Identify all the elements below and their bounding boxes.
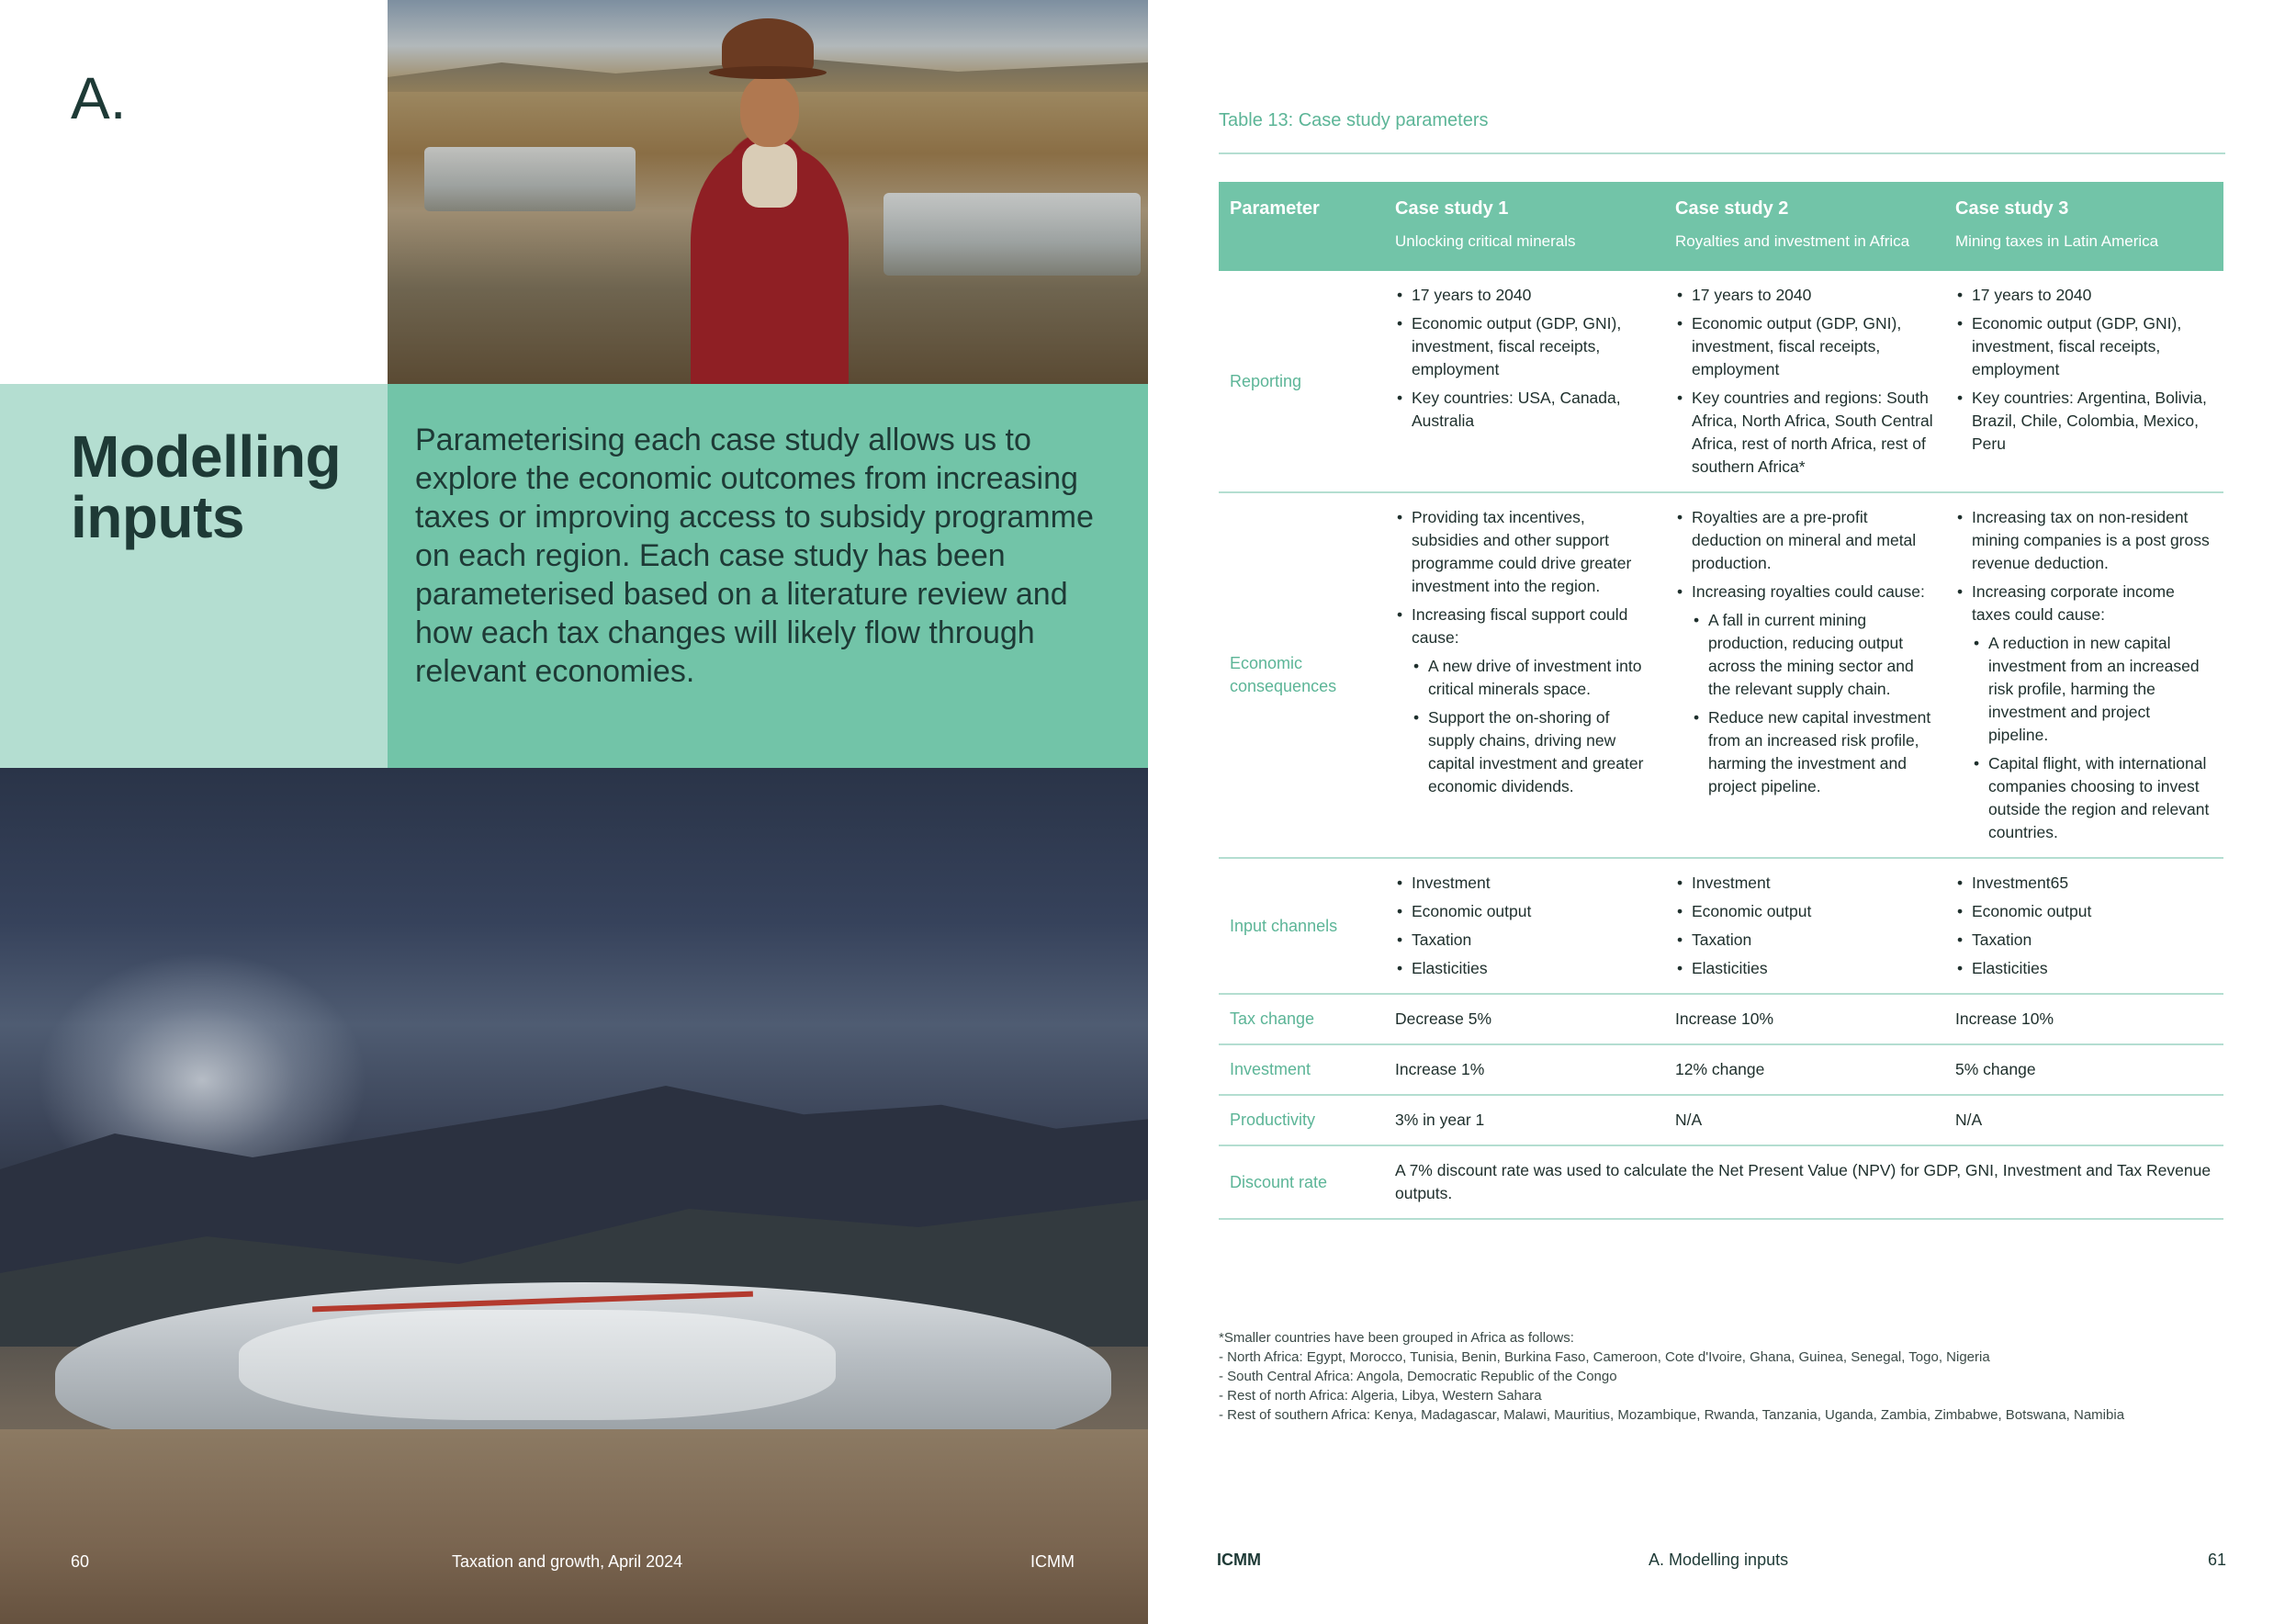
section-title-line-1: Modelling <box>71 423 342 490</box>
row-label-productivity: Productivity <box>1219 1095 1384 1145</box>
right-footer-section: A. Modelling inputs <box>1649 1551 1789 1569</box>
list-item: • Royalties are a pre-profit deduction on mineral and metal production. <box>1675 506 1933 575</box>
case-study-2-title: Case study 2 <box>1675 198 1789 219</box>
tax-change-case-2: Increase 10% <box>1664 994 1944 1044</box>
list-item: • Key countries: Argentina, Bolivia, Brazil, Chile, Colombia, Mexico, Peru <box>1955 387 2212 456</box>
list-item: • Increasing royalties could cause: • A fall in current mining production, reducing output across the mining sector and the relevant supply chain. • Reduce new capital investment from an increased risk profile, harming the investment and project pipeline. <box>1675 581 1933 798</box>
investment-case-2: 12% change <box>1664 1044 1944 1095</box>
row-label-investment: Investment <box>1219 1044 1384 1095</box>
footnote-line: - South Central Africa: Angola, Democratic Republic of the Congo <box>1219 1369 1617 1384</box>
photo-woman <box>681 18 856 384</box>
intro-paragraph: Parameterising each case study allows us to explore the economic outcomes from increasing taxes or improving access to subsidy programme on each region. Each case study has been parameterised based on a literature review and how each tax changes will likely flow through relevant economies. <box>415 423 1094 689</box>
row-label-input-channels: Input channels <box>1219 858 1384 994</box>
economic-case-1 <box>1384 492 1664 858</box>
right-page-number: 61 <box>2208 1551 2227 1569</box>
productivity-case-1: 3% in year 1 <box>1384 1095 1664 1145</box>
sub-list-item: • Reduce new capital investment from an increased risk profile, harming the investment and project pipeline. <box>1692 706 1933 798</box>
section-title <box>71 423 342 550</box>
sub-list-item: • Capital flight, with international companies choosing to invest outside the region and relevant countries. <box>1972 752 2212 844</box>
investment-case-1: Increase 1% <box>1384 1044 1664 1095</box>
list-item: • Economic output (GDP, GNI), investment, fiscal receipts, employment <box>1675 312 1933 381</box>
table-footnote <box>1219 1328 2124 1425</box>
footnote-line: *Smaller countries have been grouped in Africa as follows: <box>1219 1330 1574 1346</box>
table-header-row <box>1219 182 2223 271</box>
list-item: • Elasticities <box>1675 957 1933 980</box>
case-study-3-subtitle: Mining taxes in Latin America <box>1955 232 2159 250</box>
list-item: • Taxation <box>1675 929 1933 952</box>
list-item: • Elasticities <box>1395 957 1653 980</box>
row-label-reporting: Reporting <box>1219 271 1384 492</box>
table-row-input-channels <box>1219 858 2223 994</box>
table-row-reporting <box>1219 271 2223 492</box>
list-item: • Increasing corporate income taxes could cause: • A reduction in new capital investment from an increased risk profile, harming the investment and project pipeline. • Capital flight, with international companies choosing to invest outside the region and relevant countries. <box>1955 581 2212 844</box>
list-item: • 17 years to 2040 <box>1955 284 2212 307</box>
case-study-2-subtitle: Royalties and investment in Africa <box>1675 232 1910 250</box>
photo-tailings-dam <box>0 768 1148 1624</box>
table-caption: Table 13: Case study parameters <box>1219 110 1489 130</box>
list-item: • Investment <box>1675 872 1933 895</box>
economic-case-3 <box>1944 492 2223 858</box>
list-item: • Increasing fiscal support could cause: • A new drive of investment into critical minerals space. • Support the on-shoring of supply chains, driving new capital investment and greater economic dividends. <box>1395 603 1653 798</box>
sub-list-item: • A fall in current mining production, reducing output across the mining sector and the relevant supply chain. <box>1692 609 1933 701</box>
investment-case-3: 5% change <box>1944 1044 2223 1095</box>
table-row-economic-consequences <box>1219 492 2223 858</box>
list-item: • Economic output (GDP, GNI), investment, fiscal receipts, employment <box>1955 312 2212 381</box>
header-case-study-1 <box>1384 182 1664 271</box>
reporting-case-1 <box>1384 271 1664 492</box>
table-row-investment <box>1219 1044 2223 1095</box>
footnote-line: - Rest of southern Africa: Kenya, Madagascar, Malawi, Mauritius, Mozambique, Rwanda, Tanzania, Uganda, Zambia, Zimbabwe, Botswana, Namibia <box>1219 1407 2125 1423</box>
right-page <box>1148 0 2296 1624</box>
list-item: • Key countries: USA, Canada, Australia <box>1395 387 1653 433</box>
tax-change-case-1: Decrease 5% <box>1384 994 1664 1044</box>
tax-change-case-3: Increase 10% <box>1944 994 2223 1044</box>
header-case-study-3 <box>1944 182 2223 271</box>
list-item: • 17 years to 2040 <box>1395 284 1653 307</box>
list-item: • Economic output <box>1395 900 1653 923</box>
footnote-line: - North Africa: Egypt, Morocco, Tunisia, Benin, Burkina Faso, Cameroon, Cote d'Ivoire, Ghana, Guinea, Senegal, Togo, Nigeria <box>1219 1349 1990 1365</box>
header-parameter: Parameter <box>1219 182 1384 271</box>
row-label-tax-change: Tax change <box>1219 994 1384 1044</box>
input-channels-case-2 <box>1664 858 1944 994</box>
sub-list-item: • Support the on-shoring of supply chains, driving new capital investment and greater economic dividends. <box>1412 706 1653 798</box>
list-item: • Elasticities <box>1955 957 2212 980</box>
list-item: • Economic output <box>1955 900 2212 923</box>
productivity-case-2: N/A <box>1664 1095 1944 1145</box>
list-item: • Investment <box>1395 872 1653 895</box>
table-row-productivity <box>1219 1095 2223 1145</box>
list-item: • Key countries and regions: South Africa, North Africa, South Central Africa, rest of north Africa, rest of southern Africa* <box>1675 387 1933 479</box>
case-study-1-title: Case study 1 <box>1395 198 1509 219</box>
productivity-case-3: N/A <box>1944 1095 2223 1145</box>
discount-rate-text: A 7% discount rate was used to calculate the Net Present Value (NPV) for GDP, GNI, Investment and Tax Revenue outputs. <box>1384 1145 2223 1219</box>
input-channels-case-3 <box>1944 858 2223 994</box>
sub-list-item: • A new drive of investment into critical minerals space. <box>1412 655 1653 701</box>
photo-pool <box>884 193 1141 276</box>
caption-divider <box>1219 152 2225 154</box>
case-study-3-title: Case study 3 <box>1955 198 2069 219</box>
left-footer-publication: Taxation and growth, April 2024 <box>452 1552 683 1571</box>
list-item: • Economic output (GDP, GNI), investment, fiscal receipts, employment <box>1395 312 1653 381</box>
list-item: • Investment65 <box>1955 872 2212 895</box>
photo-woman-with-minerals <box>388 0 1148 384</box>
left-page-number: 60 <box>71 1552 90 1571</box>
section-letter: A. <box>71 65 127 131</box>
list-item: • Increasing tax on non-resident mining companies is a post gross revenue deduction. <box>1955 506 2212 575</box>
section-title-line-2: inputs <box>71 484 244 550</box>
table-row-discount-rate <box>1219 1145 2223 1219</box>
right-footer-brand: ICMM <box>1217 1551 1261 1569</box>
list-item: • Taxation <box>1395 929 1653 952</box>
reporting-case-3 <box>1944 271 2223 492</box>
list-item: • Providing tax incentives, subsidies and other support programme could drive greater investment into the region. <box>1395 506 1653 598</box>
reporting-case-2 <box>1664 271 1944 492</box>
row-label-discount-rate: Discount rate <box>1219 1145 1384 1219</box>
table-row-tax-change <box>1219 994 2223 1044</box>
footnote-line: - Rest of north Africa: Algeria, Libya, Western Sahara <box>1219 1388 1542 1404</box>
row-label-economic-consequences: Economic consequences <box>1219 492 1384 858</box>
list-item: • Economic output <box>1675 900 1933 923</box>
case-study-table <box>1219 182 2223 1220</box>
photo-pool <box>424 147 636 211</box>
list-item: • Taxation <box>1955 929 2212 952</box>
left-footer-brand: ICMM <box>1030 1552 1075 1571</box>
list-item: • 17 years to 2040 <box>1675 284 1933 307</box>
sub-list-item: • A reduction in new capital investment from an increased risk profile, harming the investment and project pipeline. <box>1972 632 2212 747</box>
case-study-1-subtitle: Unlocking critical minerals <box>1395 232 1576 250</box>
header-case-study-2 <box>1664 182 1944 271</box>
input-channels-case-1 <box>1384 858 1664 994</box>
economic-case-2 <box>1664 492 1944 858</box>
